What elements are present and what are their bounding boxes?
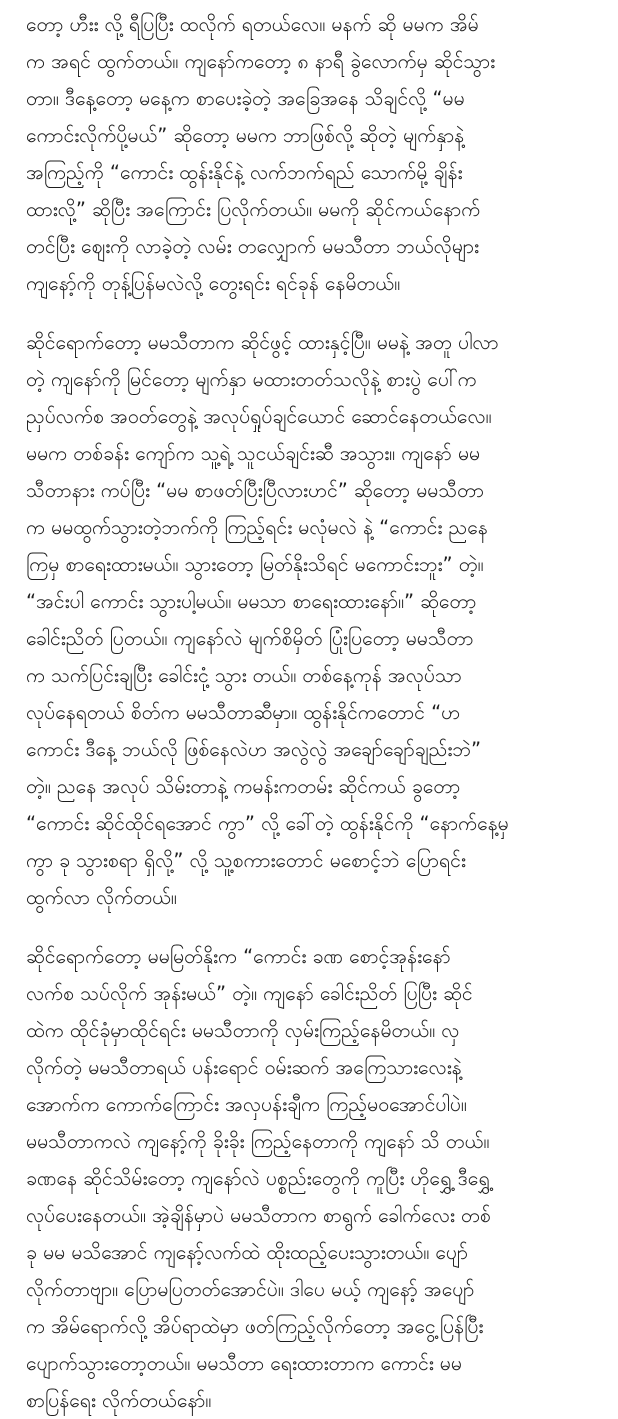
text-line: ကောင်းလိုက်ပို့မယ်” ဆိုတော့ မမက ဘာဖြစ်လို့ ဆိုတဲ့ မျက်နှာနဲ့ — [26, 124, 465, 147]
text-line: က သက်ပြင်းချပြီး ခေါင်းငုံ့ သွား တယ်။ တစ်နေ့ကုန် အလုပ်သာ — [26, 664, 462, 687]
paragraph-spacer — [26, 916, 592, 938]
paragraph-1 — [26, 6, 592, 302]
text-line: ခေါင်းညိတ် ပြတယ်။ ကျနော်လဲ မျက်စိမှိတ် ပြုံးပြတော့ မမသီတာ — [26, 627, 474, 650]
text-line: ကြမှ စာရေးထားမယ်။ သွားတော့ မြတ်နိုးသိရင် မကောင်းဘူး” တဲ့။ — [26, 553, 484, 576]
text-line: ထွက်လာ လိုက်တယ်။ — [26, 886, 177, 909]
text-line: က အိမ်ရောက်လို့ အိပ်ရာထဲမှာ ဖတ်ကြည့်လိုက်တော့ အငွေ့ပြန်ပြီး — [26, 1315, 484, 1338]
paragraph-3 — [26, 938, 592, 1419]
text-line: လိုက်တာဗျာ။ ပြောမပြတတ်အောင်ပဲ။ ဒါပေ မယ့် ကျနော့် အပျော် — [26, 1278, 475, 1301]
text-line: “ကောင်း ဆိုင်ထိုင်ရအောင် ကွာ” လို့ ခေါ်တဲ့ ထွန်းနိုင်ကို “နောက်နေ့မှ — [26, 812, 509, 835]
text-line: စာပြန်ရေး လိုက်တယ်နော်။ — [26, 1389, 212, 1412]
paragraph-spacer — [26, 302, 592, 324]
text-line: တဲ့ ကျနော်ကို မြင်တော့ မျက်နှာ မထားတတ်သလိုနဲ့ စားပွဲ ပေါ်က — [26, 368, 477, 391]
text-line: ကွာ ခု သွားစရာ ရှိလို့” လို့ သူ့စကားတောင် မစောင့်ဘဲ ပြောရင်း — [26, 849, 466, 872]
text-line: လုပ်နေရတယ် စိတ်က မမသီတာဆီမှာ။ ထွန်းနိုင်ကတောင် “ဟ — [26, 701, 461, 724]
text-line: ဆိုင်ရောက်တော့ မမသီတာက ဆိုင်ဖွင့် ထားနှင့်ပြီ။ မမနဲ့ အတူ ပါလာ — [26, 331, 499, 354]
text-line: တော့ ဟီးး လို့ ရီပြပြီး ထလိုက် ရတယ်လေ။ မနက် ဆို မမက အိမ် — [26, 13, 479, 36]
text-line: အကြည့်ကို “ကောင်း ထွန်းနိုင်နဲ့ လက်ဘက်ရည် သောက်မို့ ချိန်း — [26, 161, 463, 184]
text-line: ညှပ်လက်စ အဝတ်တွေနဲ့ အလုပ်ရှုပ်ချင်ယောင် ဆောင်နေတယ်လေ။ — [26, 405, 492, 428]
text-line: တဲ့။ ညနေ အလုပ် သိမ်းတာနဲ့ ကမန်းကတမ်း ဆိုင်ကယ် ခွတော့ — [26, 775, 461, 798]
text-line: ခဏနေ ဆိုင်သိမ်းတော့ ကျနော်လဲ ပစ္စည်းတွေကို ကူပြီး ဟိုရွှေ့ ဒီရွှေ့ — [26, 1167, 490, 1190]
text-line: တာ။ ဒီနေ့တော့ မနေ့က စာပေးခဲ့တဲ့ အခြေအနေ သိချင်လို့ “မမ — [26, 87, 465, 110]
text-line: မမသီတာကလဲ ကျနော့်ကို ခိုးခိုး ကြည့်နေတာကို ကျနော် သိ တယ်။ — [26, 1130, 490, 1153]
text-line: ဆိုင်ရောက်တော့ မမမြတ်နိုးက “ကောင်း ခဏ စောင့်အုန်းနော် — [26, 945, 451, 968]
text-line: “အင်းပါ ကောင်း သွားပါ့မယ်။ မမသာ စာရေးထားနော်။” ဆိုတော့ — [26, 590, 477, 613]
text-line: ကျနော့်ကို တုန့်ပြန်မလဲလို့ တွေးရင်း ရင်ခုန် နေမိတယ်။ — [26, 272, 401, 295]
paragraph-2 — [26, 324, 592, 916]
text-line: က အရင် ထွက်တယ်။ ကျနော်ကတော့ ၈ နာရီ ခွဲလောက်မှ ဆိုင်သွား — [26, 50, 496, 73]
text-line: က မမထွက်သွားတဲ့ဘက်ကို ကြည့်ရင်း မလုံမလဲ နဲ့ “ကောင်း ညနေ — [26, 516, 488, 539]
text-line: မမက တစ်ခန်း ကျော်က သူ့ရဲ့ သူငယ်ချင်းဆီ အသွား။ ကျနော် မမ — [26, 442, 481, 465]
text-line: သီတာနား ကပ်ပြီး “မမ စာဖတ်ပြီးပြီလားဟင်” ဆိုတော့ မမသီတာ — [26, 479, 484, 502]
text-line: တင်ပြီး ဈေးကို လာခဲ့တဲ့ လမ်း တလျှောက် မမသီတာ ဘယ်လိုများ — [26, 235, 479, 258]
text-line: လက်စ သပ်လိုက် အုန်းမယ်” တဲ့။ ကျနော် ခေါင်းညိတ် ပြပြီး ဆိုင် — [26, 982, 473, 1005]
text-line: ပျောက်သွားတော့တယ်။ မမသီတာ ရေးထားတာက ကောင်း မမ — [26, 1352, 462, 1375]
text-line: လိုက်တဲ့ မမသီတာရယ် ပန်းရောင် ဝမ်းဆက် အကြေသားလေးနဲ့ — [26, 1056, 462, 1079]
text-line: ထားလို့” ဆိုပြီး အကြောင်း ပြလိုက်တယ်။ မမကို ဆိုင်ကယ်နောက် — [26, 198, 481, 221]
text-line: ထဲက ထိုင်ခုံမှာထိုင်ရင်း မမသီတာကို လှမ်းကြည့်နေမိတယ်။ လှ — [26, 1019, 460, 1042]
text-line: ကောင်း ဒီနေ့ ဘယ်လို ဖြစ်နေလဲဟ အလွဲလွဲ အချော်ချော်ချည်းဘဲ” — [26, 738, 482, 761]
text-line: ခု မမ မသိအောင် ကျနော့်လက်ထဲ ထိုးထည့်ပေးသွားတယ်။ ပျော် — [26, 1241, 468, 1264]
text-line: အောက်က ကောက်ကြောင်း အလှပန်းချီက ကြည့်မဝအောင်ပါပဲ။ — [26, 1093, 467, 1116]
text-line: လုပ်ပေးနေတယ်။ အဲ့ချိန်မှာပဲ မမသီတာက စာရွက် ခေါက်လေး တစ် — [26, 1204, 491, 1227]
